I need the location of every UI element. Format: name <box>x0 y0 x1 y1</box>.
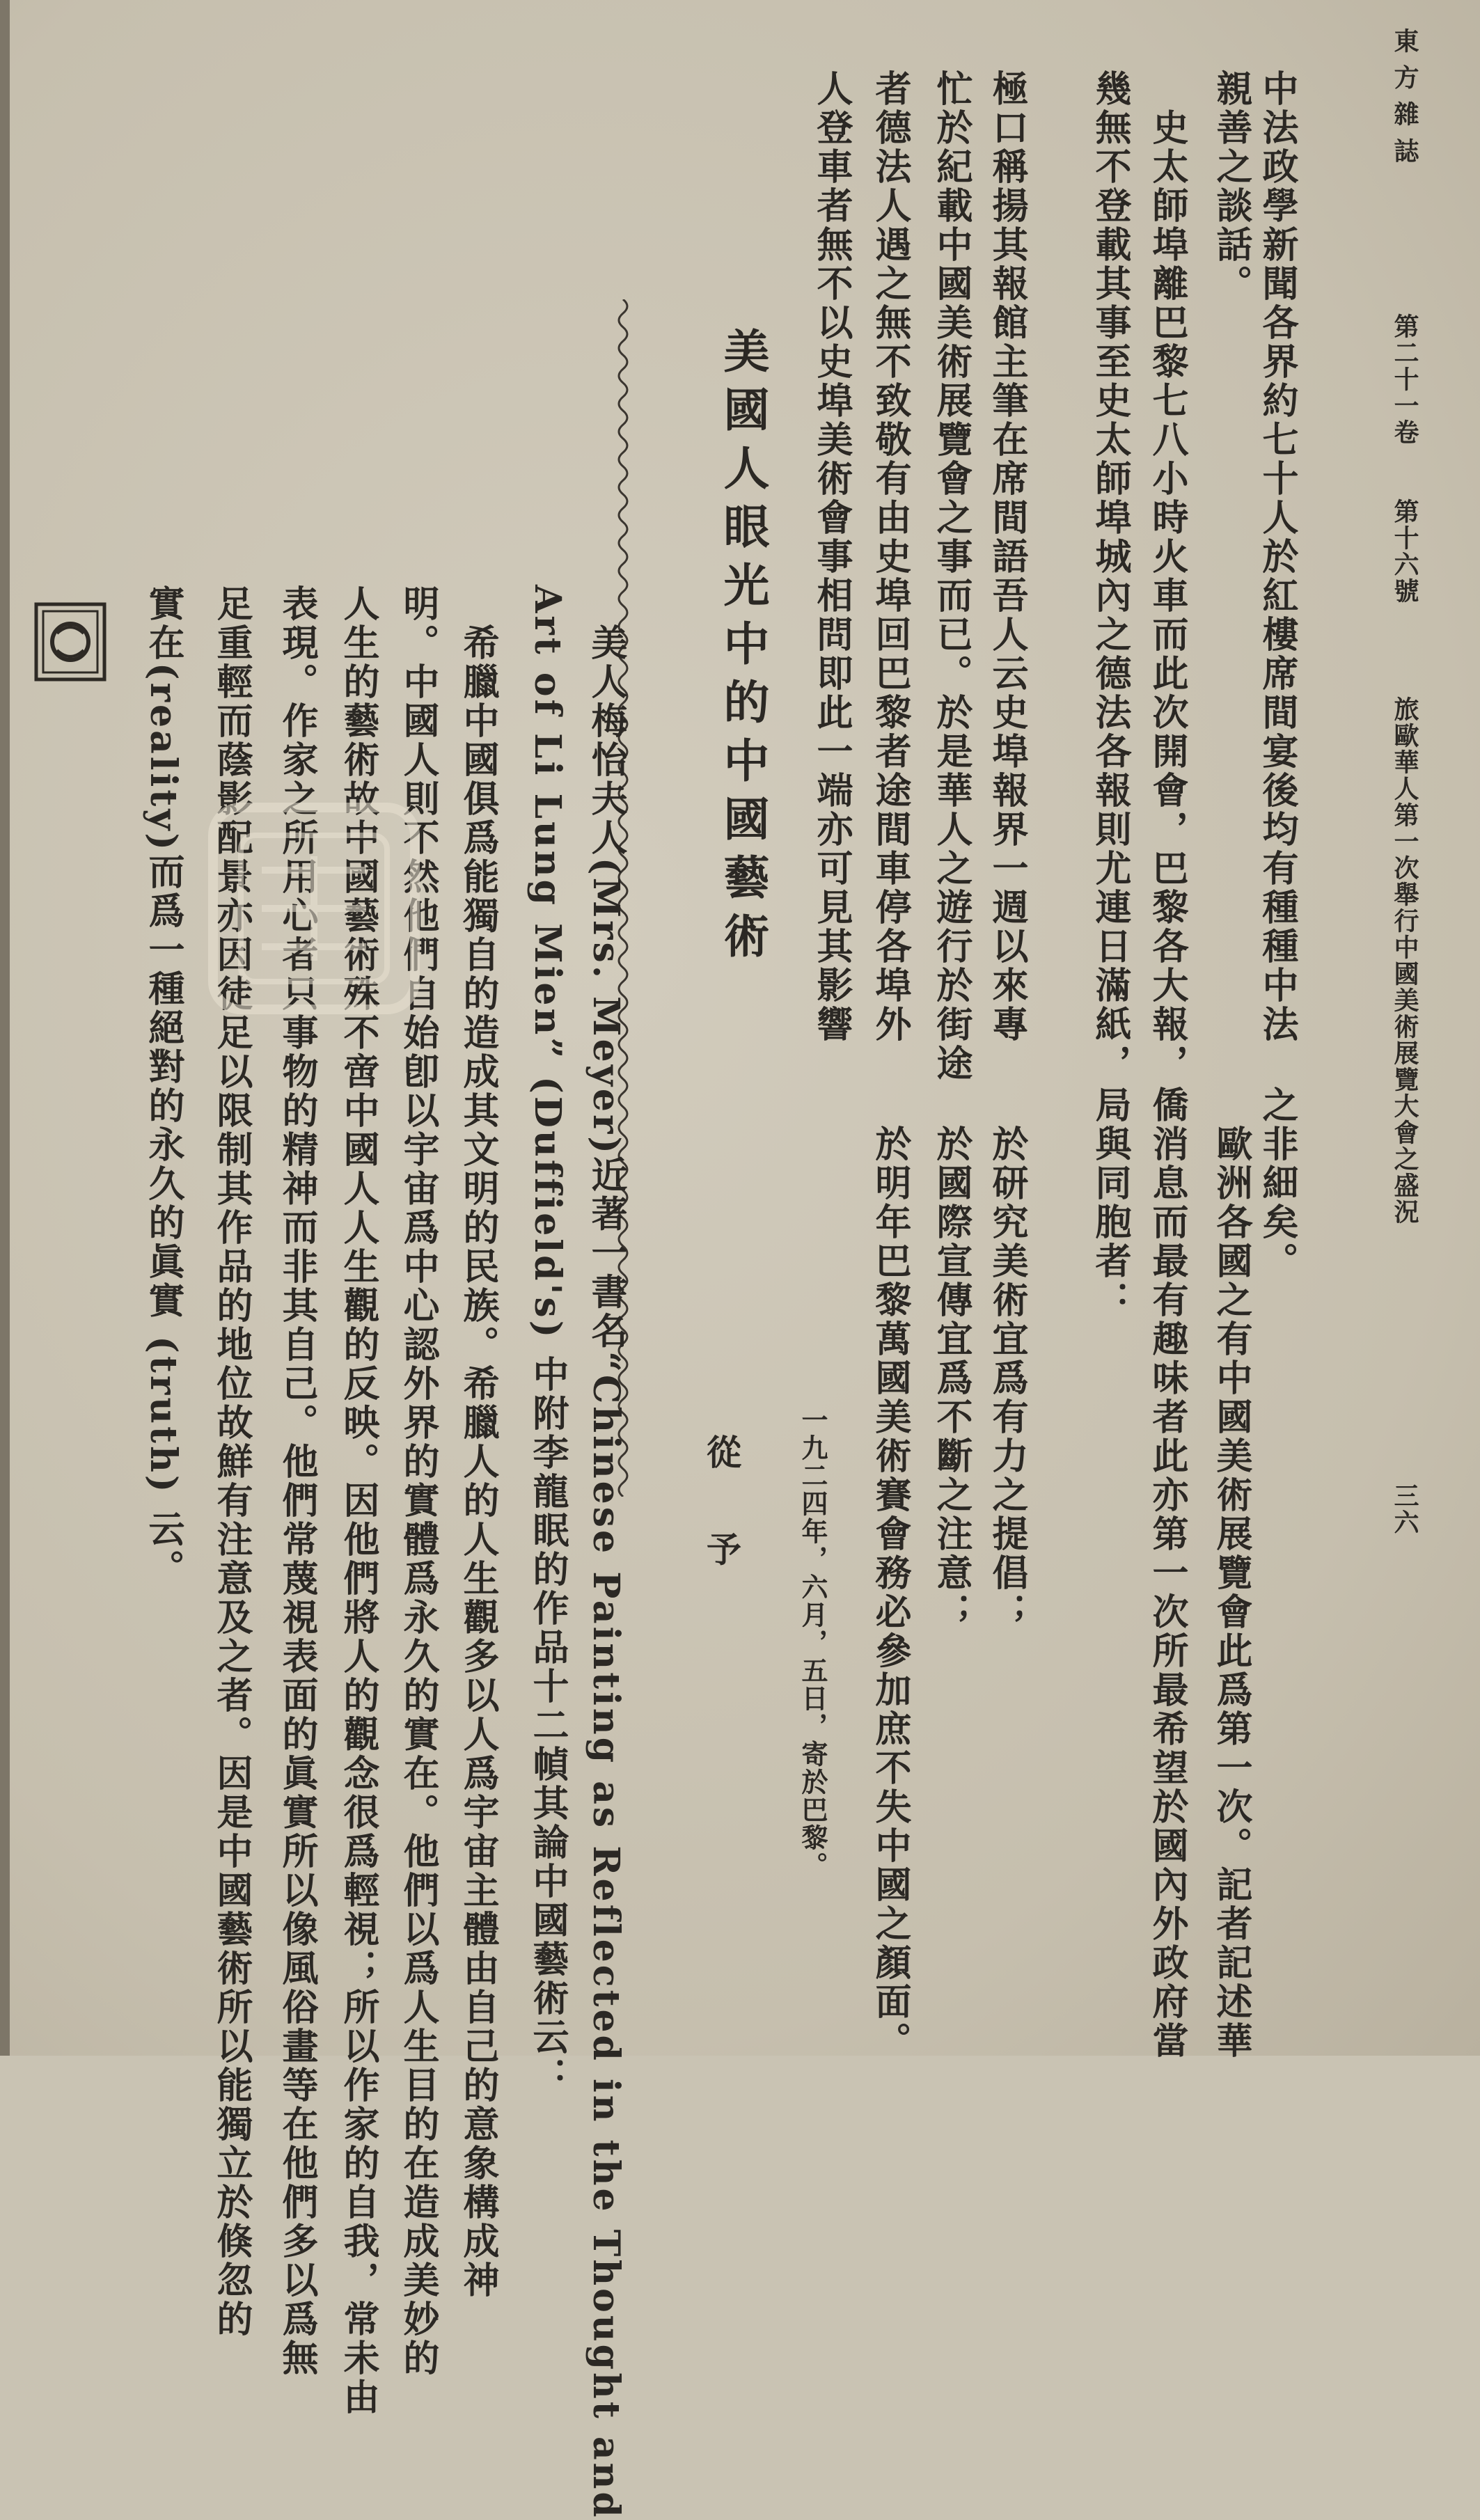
a1-lower-col-7: 於明年巴黎萬國美術賽會務必參加庶不失中國之顏面。 <box>869 1086 911 2061</box>
a2-col-1: 美人梅怡夫人(Mrs. Meyer)近著一書名“Chinese Painting as Reflected in the Thought and <box>585 585 627 2520</box>
a1-lower-col-3: 僑消息而最有趣味者此亦第一次所最希望於國內外政府當 <box>1146 1086 1188 2061</box>
a2-col-2: Art of Li Lung Mien” (Duffield's) 中附李龍眠的作品十二幀其論中國藝術云： <box>526 585 569 2097</box>
a1-col-8: 人登車者無不以史埠美術會事相問即此一端亦可見其影響 <box>810 70 853 1044</box>
library-seal-icon <box>32 600 109 684</box>
a1-col-2: 親善之談話。 <box>1210 70 1252 304</box>
a1-col-6: 忙於紀載中國美術展覽會之事而已。於是華人之遊行於街途 <box>930 70 973 1083</box>
a2-col-7: 足重輕而蔭影配景亦因徒足以限制其作品的地位故鮮有注意及之者。因是中國藝術所以能獨立於倏忽的 <box>210 585 253 2339</box>
a2-col-8: 實在(reality)而爲一種絕對的永久的眞實 (truth) 云。 <box>142 585 184 1589</box>
a2-col-4: 明。中國人則不然他們自始卽以宇宙爲中心認外界的實體爲永久的實在。他們以爲人生目的在造成美妙的 <box>397 585 439 2378</box>
article-author: 從 予 <box>701 1434 742 1591</box>
scan-edge <box>0 0 10 2056</box>
a2-col-3: 希臘中國俱爲能獨自的造成其文明的民族。希臘人的人生觀多以人爲宇宙主體由自己的意象構成神 <box>457 585 499 2300</box>
a1-col-7: 者德法人遇之無不致敬有由史埠回巴黎者途間車停各埠外 <box>869 70 911 1044</box>
a1-col-1: 中法政學新聞各界約七十人於紅樓席間宴後均有種種中法 <box>1256 70 1298 1044</box>
section-title: 旅歐華人第一次舉行中國美術展覽大會之盛況 <box>1390 696 1419 1225</box>
volume-issue: 第二十一卷 第十六號 <box>1390 313 1419 604</box>
a1-lower-col-1: 之非細矣。 <box>1256 1086 1298 1281</box>
a1-lower-col-4: 局與同胞者： <box>1089 1086 1131 1320</box>
watermark-stamp-icon <box>199 794 429 1023</box>
a1-dateline: 一九二四年，六月，五日，寄於巴黎。 <box>797 1406 828 1880</box>
a2-col-5: 人生的藝術故中國藝術殊不啻中國人人生觀的反映。因他們將人的觀念很爲輕視；所以作家的自我，常未由 <box>337 585 379 2417</box>
a1-col-5: 極口稱揚其報館主筆在席間語吾人云史埠報界一週以來專 <box>986 70 1028 1044</box>
journal-name: 東 方 雜 誌 <box>1390 28 1419 164</box>
a1-lower-col-6: 於國際宣傳宜爲不斷之注意； <box>930 1086 973 1632</box>
page-number: 三六 <box>1390 1483 1419 1536</box>
article-title: 美國人眼光中的中國藝術 <box>716 327 770 970</box>
a1-lower-col-2: 歐洲各國之有中國美術展覽會此爲第一次。記者記述華 <box>1210 1086 1252 2061</box>
a1-col-4: 幾無不登載其事至史太師埠城內之德法各報則尤連日滿紙， <box>1089 70 1131 1083</box>
a1-col-3: 史太師埠離巴黎七八小時火車而此次開會，巴黎各大報， <box>1146 70 1188 1083</box>
a2-col-6: 表現。作家之所用心者只事物的精神而非其自己。他們常蔑視表面的眞實所以像風俗畫等在他們多以爲無 <box>276 585 318 2378</box>
a1-lower-col-5: 於研究美術宜爲有力之提倡； <box>986 1086 1028 1632</box>
